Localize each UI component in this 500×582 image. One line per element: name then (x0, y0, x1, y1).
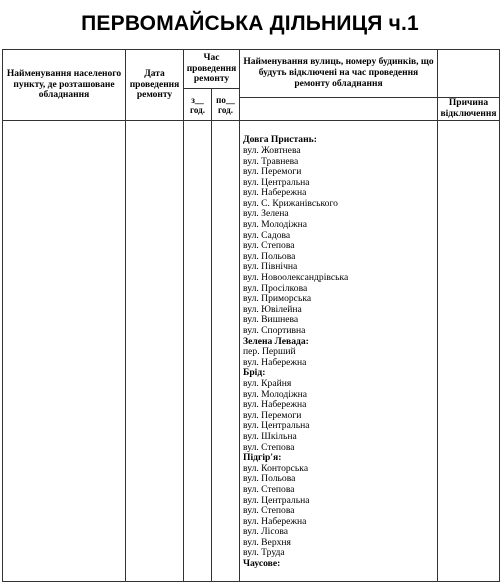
street-item: вул. Просілкова (243, 282, 308, 294)
cell-time-from (184, 121, 212, 582)
street-item: вул. Перемоги (243, 409, 302, 421)
street-item: вул. Приморська (243, 293, 312, 305)
cell-streets (240, 121, 438, 582)
street-list (240, 132, 437, 569)
street-item: вул. Степова (243, 441, 295, 453)
street-item: вул. Молодіжна (243, 388, 307, 400)
street-item: вул. Польова (243, 250, 296, 262)
village-name: Підгір'я: (243, 452, 282, 464)
header-location: Найменування населеного пункту, де розташоване обладнання (3, 50, 126, 121)
street-item: вул. Верхня (243, 536, 291, 548)
street-item: вул. С. Крижанівського (243, 197, 338, 209)
village-name: Брід: (243, 367, 266, 379)
cell-date (126, 121, 184, 582)
street-item: вул. Травнева (243, 155, 299, 167)
street-item: вул. Ювілейна (243, 303, 302, 315)
street-item: вул. Степова (243, 483, 295, 495)
street-item: вул. Зелена (243, 208, 289, 220)
street-item: вул. Північна (243, 261, 298, 273)
street-item: пер. Перший (243, 346, 296, 358)
header-time-to: по__ год. (212, 89, 240, 121)
header-streets: Найменування вулиць, номеру будинків, що будуть відключені на час проведення ремонту обладнання (240, 50, 438, 98)
street-item: вул. Крайня (243, 377, 292, 389)
header-date: Дата проведення ремонту (126, 50, 184, 121)
street-item: вул. Центральна (243, 176, 310, 188)
schedule-table (2, 49, 500, 582)
street-item: вул. Спортивна (243, 325, 306, 337)
street-item: вул. Центральна (243, 420, 310, 432)
street-item: вул. Шкільна (243, 430, 297, 442)
street-item: вул. Набережна (243, 515, 307, 527)
header-time-from: з__ год. (184, 89, 212, 121)
cell-reason (438, 121, 500, 582)
street-item: вул. Набережна (243, 356, 307, 368)
street-item: вул. Набережна (243, 187, 307, 199)
street-item: вул. Садова (243, 229, 291, 241)
street-item: вул. Лісова (243, 526, 289, 538)
street-item: вул. Перемоги (243, 166, 302, 178)
street-item: вул. Вишнева (243, 314, 299, 326)
village-name: Чаусове: (243, 558, 281, 570)
street-item: вул. Новоолександрівська (243, 272, 349, 284)
street-item: вул. Молодіжна (243, 219, 307, 231)
street-item: вул. Степова (243, 240, 295, 252)
street-item: вул. Степова (243, 505, 295, 517)
street-item: вул. Центральна (243, 494, 310, 506)
page-title: ПЕРВОМАЙСЬКА ДІЛЬНИЦЯ ч.1 (81, 12, 419, 35)
header-streets-sub (240, 98, 438, 121)
header-row-top (3, 50, 500, 89)
village-name: Довга Пристань: (243, 134, 317, 146)
street-item: вул. Жовтнева (243, 144, 301, 156)
header-reason-blank (438, 50, 500, 98)
header-reason: Причина відключення (438, 98, 500, 121)
street-item: вул. Труда (243, 547, 285, 559)
street-item: вул. Конторська (243, 462, 309, 474)
street-item: вул. Польова (243, 473, 296, 485)
cell-location (3, 121, 126, 582)
village-name: Зелена Левада: (243, 335, 309, 347)
table-row (3, 121, 500, 582)
cell-time-to (212, 121, 240, 582)
header-time: Час проведення ремонту (184, 50, 240, 89)
street-item: вул. Набережна (243, 399, 307, 411)
